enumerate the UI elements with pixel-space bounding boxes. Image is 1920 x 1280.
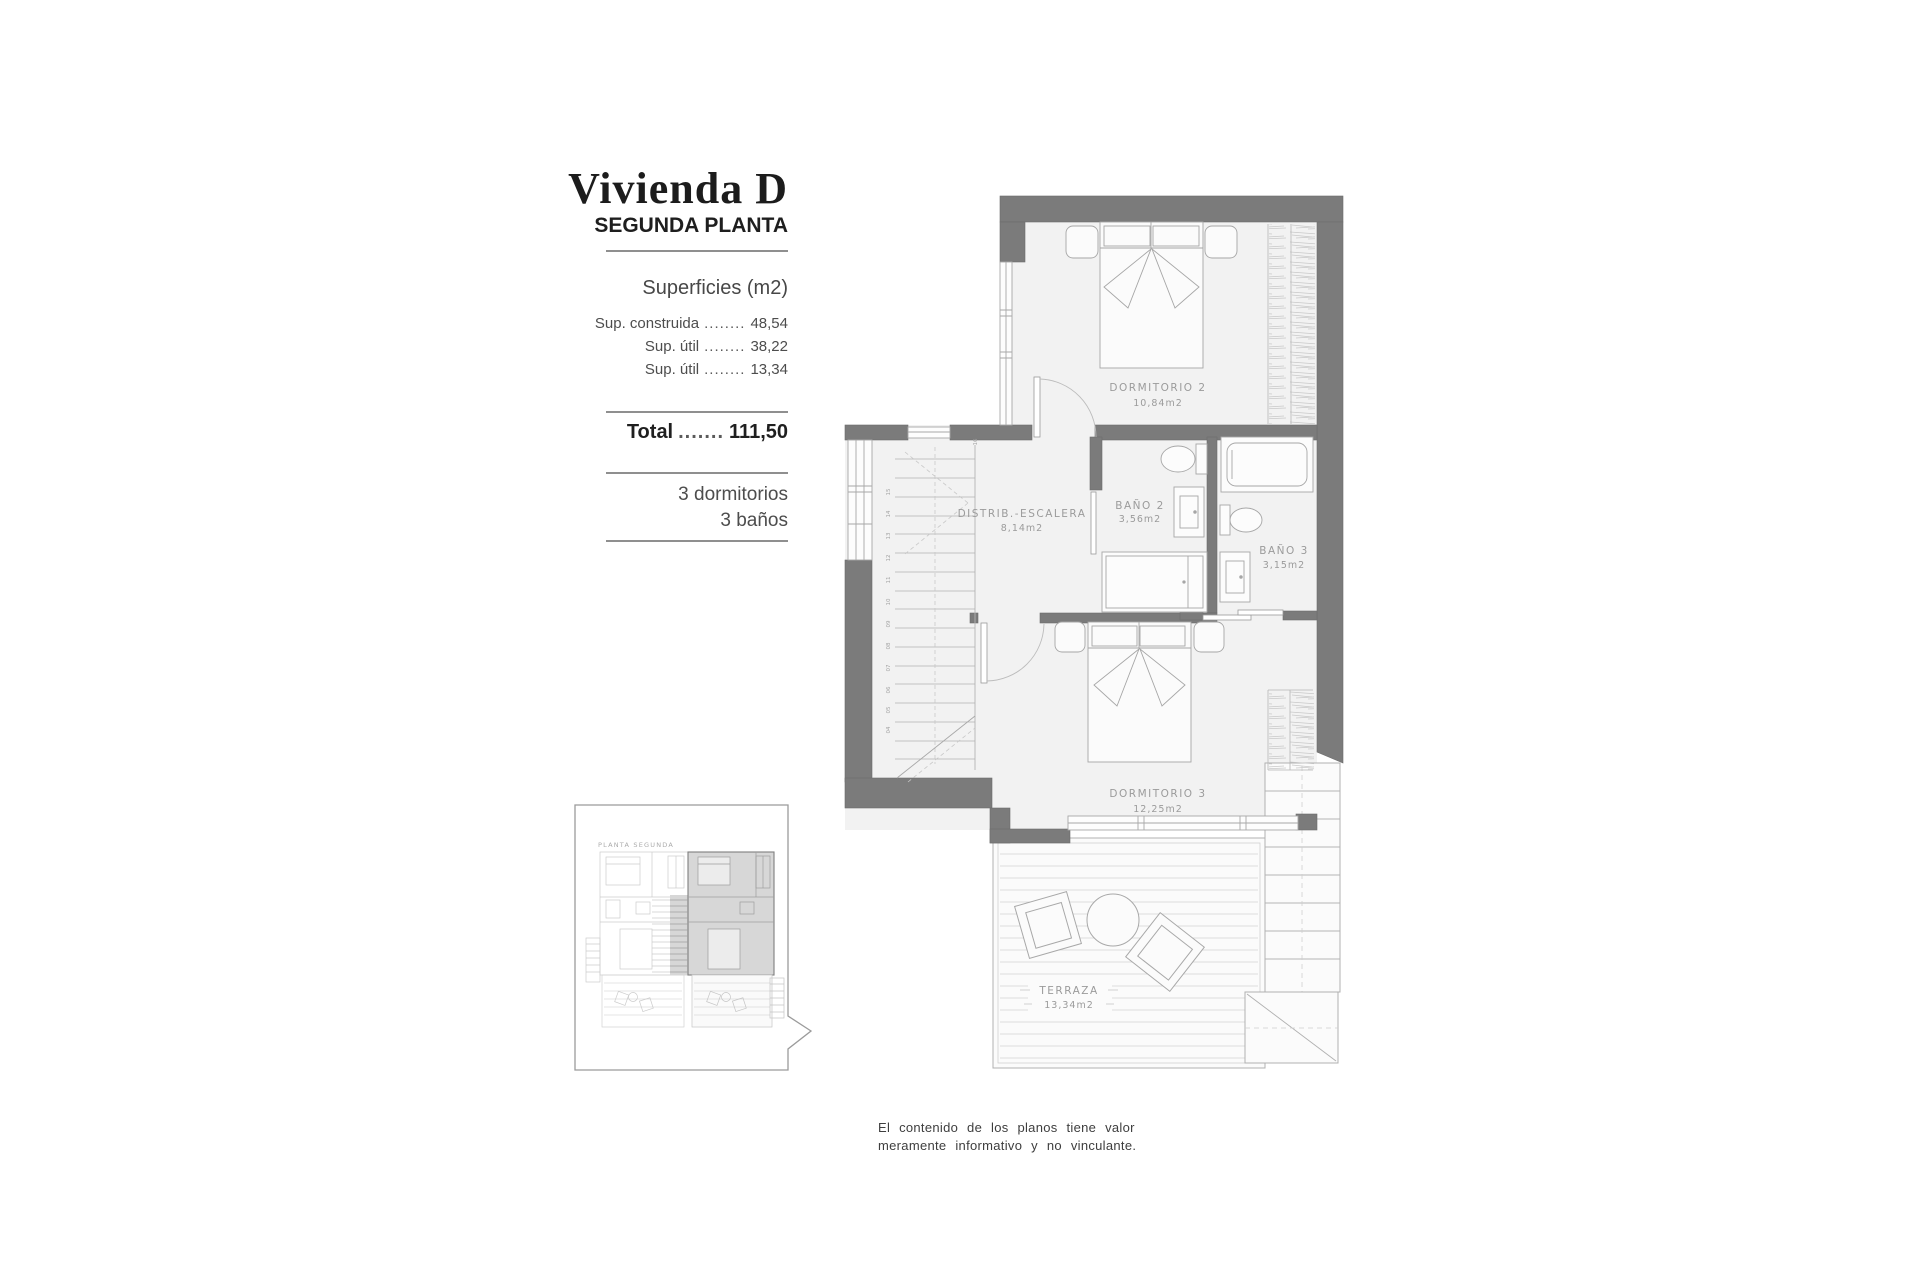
divider (606, 540, 788, 542)
svg-text:13: 13 (886, 532, 892, 540)
surfaces-heading: Superficies (m2) (642, 277, 788, 299)
leader-dots: ........ (704, 361, 746, 378)
terrace (993, 838, 1265, 1068)
feature-bathrooms: 3 baños (720, 510, 788, 531)
nightstand (1194, 622, 1224, 652)
nightstand (1066, 226, 1098, 258)
nightstand (1055, 622, 1085, 652)
surface-row (480, 358, 788, 381)
svg-text:14: 14 (886, 510, 892, 518)
surface-value: 48,54 (750, 315, 788, 332)
surface-row (480, 312, 788, 335)
leader-dots: ....... (678, 421, 725, 443)
room-area: 3,15m2 (1262, 560, 1306, 571)
info-panel (480, 166, 788, 542)
door-leaf (1034, 377, 1040, 437)
room-area: 13,34m2 (1044, 1000, 1094, 1011)
surface-row (480, 335, 788, 358)
svg-text:11: 11 (886, 576, 892, 584)
svg-text:05: 05 (886, 706, 892, 714)
bathtub (1221, 437, 1313, 492)
svg-text:12: 12 (886, 554, 892, 562)
divider (606, 472, 788, 474)
svg-text:15: 15 (886, 488, 892, 496)
divider (606, 411, 788, 413)
room-area: 3,56m2 (1118, 514, 1162, 525)
floor-plan (838, 190, 1350, 1075)
room-label: DORMITORIO 2 (1109, 382, 1207, 394)
svg-text:04: 04 (886, 726, 892, 734)
room-label: DORMITORIO 3 (1109, 788, 1207, 800)
plan-title: Vivienda D (568, 164, 788, 213)
pillow (1153, 226, 1199, 246)
svg-text:07: 07 (886, 664, 892, 672)
surface-label: Sup. útil (644, 361, 700, 378)
door-leaf (981, 623, 987, 683)
features (480, 482, 788, 534)
shower-tray (1102, 552, 1207, 612)
svg-text:08: 08 (886, 642, 892, 650)
svg-text:10: 10 (886, 598, 892, 606)
total-value: 111,50 (729, 421, 788, 443)
leader-dots: ........ (704, 315, 746, 332)
total-row (480, 421, 788, 444)
pocket-door-leaf (1091, 492, 1096, 554)
room-label: DISTRIB.-ESCALERA (957, 508, 1087, 520)
disclaimer (878, 1119, 1178, 1155)
room-label: BAÑO 2 (1115, 500, 1165, 512)
room-area: 8,14m2 (1000, 523, 1044, 534)
room-area: 10,84m2 (1133, 398, 1183, 409)
toilet-tank (1196, 444, 1207, 474)
svg-text:09: 09 (886, 620, 892, 628)
divider (606, 250, 788, 252)
leader-dots: ........ (704, 338, 746, 355)
toilet-bowl (1230, 508, 1262, 532)
room-area: 12,25m2 (1133, 804, 1183, 815)
toilet-tank (1220, 505, 1230, 535)
toilet-bowl (1161, 446, 1195, 472)
surface-label: Sup. construida (594, 315, 700, 332)
surface-value: 38,22 (750, 338, 788, 355)
keyplan-inset (570, 800, 820, 1080)
svg-text:06: 06 (886, 686, 892, 694)
sliding-door-leaf (1238, 610, 1283, 615)
disclaimer-line1: El contenido de los planos tiene valor (878, 1120, 1135, 1135)
pillow (1140, 626, 1185, 646)
disclaimer-line2: meramente informativo y no vinculante. (878, 1138, 1137, 1153)
surface-label: Sup. útil (644, 338, 700, 355)
plan-subtitle: SEGUNDA PLANTA (594, 214, 788, 237)
terrace-table (1087, 894, 1139, 946)
svg-text:16: 16 (973, 438, 979, 446)
inset-label: PLANTA SEGUNDA (598, 841, 675, 849)
surface-rows (480, 312, 788, 381)
room-label: TERRAZA (1039, 985, 1099, 997)
room-label: BAÑO 3 (1259, 545, 1309, 557)
surface-value: 13,34 (750, 361, 788, 378)
pillow (1104, 226, 1150, 246)
total-label: Total (626, 421, 674, 443)
feature-bedrooms: 3 dormitorios (678, 484, 788, 505)
nightstand (1205, 226, 1237, 258)
sliding-door-leaf (1203, 615, 1251, 620)
pillow (1092, 626, 1137, 646)
